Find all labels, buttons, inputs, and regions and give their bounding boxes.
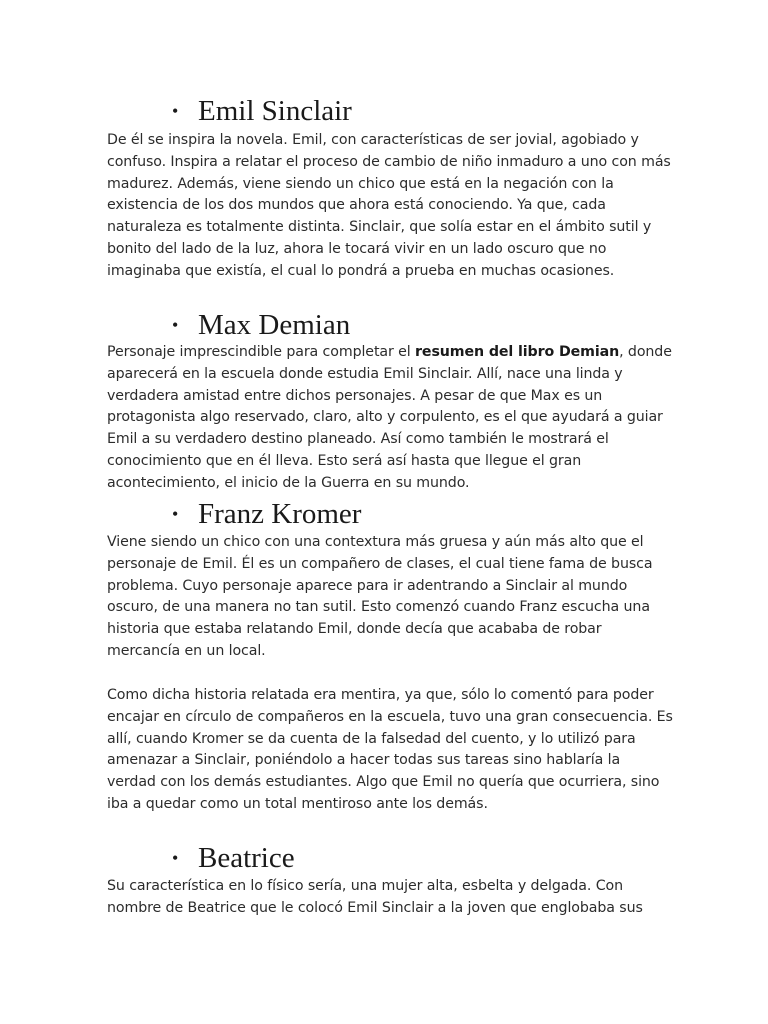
text-line: Viene siendo un chico con una contextura más gruesa y aún más alto que el [107, 534, 644, 550]
paragraph-franz-kromer-2 [107, 685, 673, 816]
bullet-icon: • [172, 101, 179, 122]
text-line: verdadera amistad entre dichos personajes. A pesar de que Max es un [107, 387, 603, 404]
text-line: naturaleza es totalmente distinta. Sinclair, que solía estar en el ámbito sutil y [107, 219, 652, 236]
text-line: iba a quedar como un total mentiroso ante los demás. [107, 795, 488, 812]
heading-beatrice [172, 841, 295, 877]
text-line: personaje de Emil. Él es un compañero de clases, el cual tiene fama de busca [107, 555, 653, 572]
text-line: acontecimiento, el inicio de la Guerra en su mundo. [107, 474, 470, 491]
text-line: historia que estaba relatando Emil, donde decía que acababa de robar [107, 621, 602, 638]
paragraph-emil-sinclair [107, 130, 671, 283]
heading-text: Max Demian [198, 309, 351, 341]
text-line: bonito del lado de la luz, ahora le tocará vivir en un lado oscuro que no [107, 240, 607, 257]
heading-emil-sinclair [172, 94, 352, 130]
text-line: verdad con los demás estudiantes. Algo que Emil no quería que ocurriera, sino [107, 774, 660, 791]
text-line: Como dicha historia relatada era mentira, ya que, sólo lo comentó para poder [107, 687, 654, 703]
bullet-icon: • [172, 315, 179, 336]
text-line: nombre de Beatrice que le colocó Emil Sinclair a la joven que englobaba sus [107, 899, 643, 916]
text-line: problema. Cuyo personaje aparece para ir adentrando a Sinclair al mundo [107, 577, 628, 594]
heading-text: Emil Sinclair [198, 95, 352, 127]
text-line: Emil a su verdadero destino planeado. Así como también le mostrará el [107, 431, 609, 448]
paragraph-franz-kromer-1 [107, 532, 667, 663]
heading-text: Beatrice [198, 842, 295, 874]
text-line: allí, cuando Kromer se da cuenta de la falsedad del cuento, y lo utilizó para [107, 730, 636, 747]
text-line: mercancía en un local. [107, 642, 266, 659]
text-line: conocimiento que en él lleva. Esto será así hasta que llegue el gran [107, 452, 582, 469]
text-line: De él se inspira la novela. Emil, con características de ser jovial, agobiado y [107, 132, 639, 148]
heading-franz-kromer [172, 497, 361, 533]
heading-text: Franz Kromer [198, 498, 362, 530]
text-line: aparecerá en la escuela donde estudia Emil Sinclair. Allí, nace una linda y [107, 365, 623, 382]
text-line: oscuro, de una manera no tan sutil. Esto comenzó cuando Franz escucha una [107, 599, 650, 616]
text-line: Su característica en lo físico sería, una mujer alta, esbelta y delgada. Con [107, 878, 623, 894]
text-line: imaginaba que existía, el cual lo pondrá a prueba en muchas ocasiones. [107, 262, 615, 279]
book-summary-link[interactable]: resumen del libro Demian [415, 344, 620, 360]
bullet-icon: • [172, 504, 179, 525]
text-line: existencia de los dos mundos que ahora está conociendo. Ya que, cada [107, 197, 606, 214]
text-line: madurez. Además, viene siendo un chico que está en la negación con la [107, 175, 614, 192]
paragraph-beatrice [107, 876, 667, 920]
paragraph-max-demian [107, 342, 672, 495]
text-segment: , donde [619, 344, 672, 360]
text-line: amenazar a Sinclair, poniéndolo a hacer todas sus tareas sino hablaría la [107, 752, 621, 769]
heading-max-demian [172, 308, 350, 344]
text-line: confuso. Inspira a relatar el proceso de cambio de niño inmaduro a uno con más [107, 153, 671, 170]
text-line [107, 342, 672, 364]
bullet-icon: • [172, 848, 179, 869]
text-segment: Personaje imprescindible para completar el [107, 344, 411, 360]
text-line: protagonista algo reservado, claro, alto y corpulento, es el que ayudará a guiar [107, 409, 663, 426]
text-line: encajar en círculo de compañeros en la escuela, tuvo una gran consecuencia. Es [107, 708, 673, 725]
